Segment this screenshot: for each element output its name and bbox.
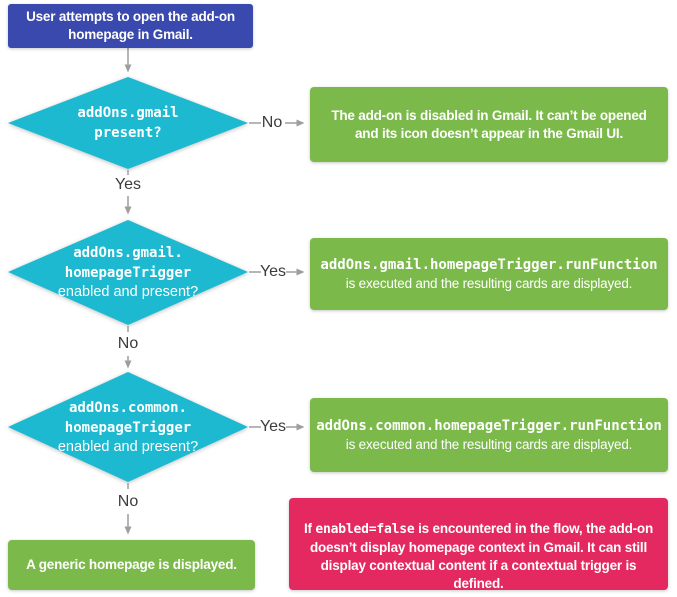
edge-label-yes-2: Yes [259, 263, 287, 280]
decision-diamond-gmail-trigger [8, 220, 248, 325]
result-disabled-text: The add-on is disabled in Gmail. It can’t be opened and its icon doesn’t appear in the Gmail UI. [331, 107, 647, 141]
note-text-suffix: is encountered in the flow, the add-on doesn’t display homepage context in Gmail. It can still display contextual content if a contextual trigger is defined. [309, 521, 654, 591]
result-common-run-text: is executed and the resulting cards are displayed. [345, 437, 633, 452]
decision-common-trigger-code-line2: homepageTrigger [64, 419, 192, 436]
decision-gmail-trigger-question: enabled and present? [57, 284, 199, 300]
decision-common-trigger-question: enabled and present? [57, 438, 199, 455]
edge-label-no-3: No [117, 493, 139, 510]
note-enabled-false-text [301, 520, 656, 593]
result-common-run-node [310, 398, 668, 472]
note-text-code: enabled=false [315, 522, 415, 537]
start-node-text: User attempts to open the add-on homepage in Gmail. [26, 9, 235, 42]
decision-diamond-common-trigger [8, 372, 248, 482]
result-gmail-run-code: addOns.gmail.homepageTrigger.runFunction [320, 257, 658, 273]
decision-diamond-gmail-present [8, 77, 248, 169]
note-text-prefix: If [303, 521, 316, 536]
result-disabled-node [310, 87, 668, 162]
result-gmail-run-text: is executed and the resulting cards are displayed. [345, 276, 633, 291]
result-generic-node [8, 540, 255, 590]
decision-common-trigger-code-line1: addOns.common. [68, 399, 187, 416]
edge-label-yes-3: Yes [259, 418, 287, 435]
result-generic-text: A generic homepage is displayed. [26, 557, 237, 572]
decision-gmail-trigger-code-line1: addOns.gmail. [73, 245, 183, 261]
edge-label-no-1: No [261, 114, 283, 131]
result-gmail-run-node [310, 238, 668, 310]
edge-label-no-2: No [117, 335, 139, 352]
result-common-run-code: addOns.common.homepageTrigger.runFunction [316, 418, 662, 434]
decision-gmail-trigger-code-line2: homepageTrigger [64, 265, 192, 281]
edge-label-yes-1: Yes [114, 176, 142, 193]
decision-gmail-present-code-line2: present? [94, 125, 162, 141]
note-enabled-false [289, 498, 668, 590]
start-node [8, 4, 253, 48]
decision-gmail-present-code-line1: addOns.gmail [77, 105, 179, 121]
